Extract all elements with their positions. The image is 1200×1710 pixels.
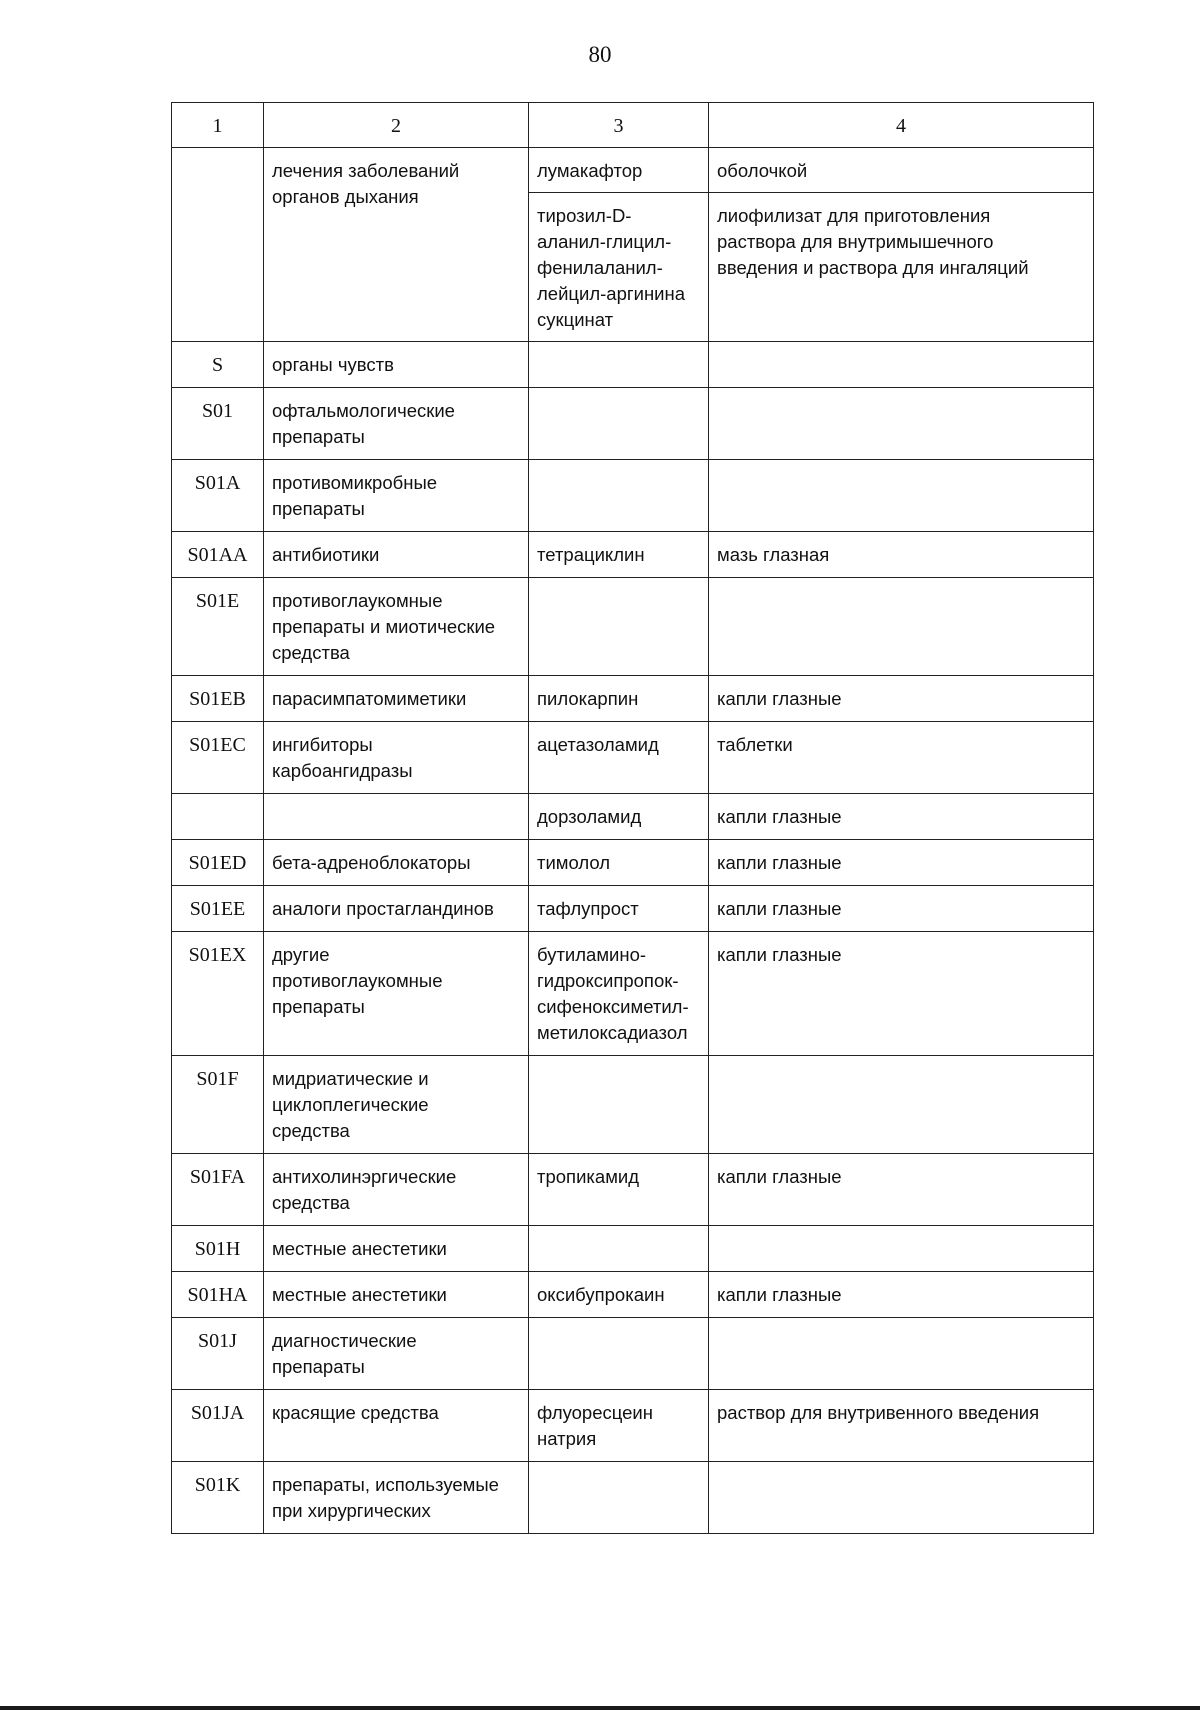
table-row bbox=[172, 1056, 1094, 1154]
column-header-3: 3 bbox=[529, 103, 709, 148]
group-cell: диагностические препараты bbox=[264, 1318, 529, 1390]
substance-cell bbox=[529, 388, 709, 460]
table-header-row bbox=[172, 103, 1094, 148]
table-row bbox=[172, 932, 1094, 1056]
group-cell bbox=[264, 794, 529, 840]
substance-cell: ацетазоламид bbox=[529, 722, 709, 794]
group-cell: лечения заболеваний органов дыхания bbox=[264, 148, 529, 342]
atc-code-cell: S01FA bbox=[172, 1154, 264, 1226]
substance-cell: тафлупрост bbox=[529, 886, 709, 932]
form-cell: оболочкой bbox=[709, 148, 1094, 193]
substance-cell: тетрациклин bbox=[529, 532, 709, 578]
table-row bbox=[172, 1318, 1094, 1390]
group-cell: бета-адреноблокаторы bbox=[264, 840, 529, 886]
form-cell bbox=[709, 1226, 1094, 1272]
form-cell: капли глазные bbox=[709, 840, 1094, 886]
form-cell bbox=[709, 342, 1094, 388]
form-cell bbox=[709, 578, 1094, 676]
substance-cell: тимолол bbox=[529, 840, 709, 886]
atc-code-cell: S01EE bbox=[172, 886, 264, 932]
table-row bbox=[172, 722, 1094, 794]
table-row bbox=[172, 532, 1094, 578]
substance-cell bbox=[529, 1056, 709, 1154]
atc-code-cell: S01E bbox=[172, 578, 264, 676]
substance-cell bbox=[529, 460, 709, 532]
table-row bbox=[172, 1462, 1094, 1534]
atc-code-cell: S01F bbox=[172, 1056, 264, 1154]
substance-cell: флуоресцеин натрия bbox=[529, 1390, 709, 1462]
group-cell: парасимпатомиметики bbox=[264, 676, 529, 722]
atc-code-cell: S01ED bbox=[172, 840, 264, 886]
form-cell bbox=[709, 388, 1094, 460]
scan-bottom-edge bbox=[0, 1706, 1200, 1710]
group-cell: другие противоглаукомные препараты bbox=[264, 932, 529, 1056]
substance-cell bbox=[529, 1226, 709, 1272]
form-cell: капли глазные bbox=[709, 794, 1094, 840]
drug-table bbox=[171, 102, 1094, 1534]
substance-cell bbox=[529, 1318, 709, 1390]
group-cell: аналоги простагландинов bbox=[264, 886, 529, 932]
form-cell bbox=[709, 1318, 1094, 1390]
atc-code-cell: S01EC bbox=[172, 722, 264, 794]
form-cell bbox=[709, 460, 1094, 532]
group-cell: антихолинэргические средства bbox=[264, 1154, 529, 1226]
atc-code-cell: S01H bbox=[172, 1226, 264, 1272]
table-row bbox=[172, 1226, 1094, 1272]
group-cell: красящие средства bbox=[264, 1390, 529, 1462]
group-cell: местные анестетики bbox=[264, 1226, 529, 1272]
table-row bbox=[172, 1272, 1094, 1318]
column-header-4: 4 bbox=[709, 103, 1094, 148]
group-cell: препараты, используемые при хирургических bbox=[264, 1462, 529, 1534]
substance-cell bbox=[529, 578, 709, 676]
table-row bbox=[172, 578, 1094, 676]
column-header-1: 1 bbox=[172, 103, 264, 148]
table-row bbox=[172, 1390, 1094, 1462]
page-number: 80 bbox=[588, 42, 612, 67]
group-cell: местные анестетики bbox=[264, 1272, 529, 1318]
atc-code-cell: S01AA bbox=[172, 532, 264, 578]
table-row bbox=[172, 840, 1094, 886]
form-cell bbox=[709, 1056, 1094, 1154]
form-cell: лиофилизат для приготовления раствора для внутримышечного введения и раствора для ингаляций bbox=[709, 193, 1094, 342]
atc-code-cell: S01J bbox=[172, 1318, 264, 1390]
table-row bbox=[172, 794, 1094, 840]
table-row bbox=[172, 886, 1094, 932]
atc-code-cell: S01JA bbox=[172, 1390, 264, 1462]
group-cell: мидриатические и циклоплегические средства bbox=[264, 1056, 529, 1154]
form-cell: капли глазные bbox=[709, 1272, 1094, 1318]
atc-code-cell: S01HA bbox=[172, 1272, 264, 1318]
substance-cell: тропикамид bbox=[529, 1154, 709, 1226]
table-row bbox=[172, 148, 1094, 193]
substance-cell: бутиламино- гидроксипропок- сифеноксиметил- метилоксадиазол bbox=[529, 932, 709, 1056]
table-row bbox=[172, 676, 1094, 722]
table-row bbox=[172, 388, 1094, 460]
table-row bbox=[172, 1154, 1094, 1226]
substance-cell bbox=[529, 1462, 709, 1534]
form-cell: капли глазные bbox=[709, 1154, 1094, 1226]
table-row bbox=[172, 342, 1094, 388]
substance-cell: оксибупрокаин bbox=[529, 1272, 709, 1318]
substance-cell: лумакафтор bbox=[529, 148, 709, 193]
atc-code-cell: S01 bbox=[172, 388, 264, 460]
atc-code-cell bbox=[172, 794, 264, 840]
group-cell: ингибиторы карбоангидразы bbox=[264, 722, 529, 794]
form-cell: таблетки bbox=[709, 722, 1094, 794]
form-cell: капли глазные bbox=[709, 676, 1094, 722]
form-cell: капли глазные bbox=[709, 932, 1094, 1056]
form-cell bbox=[709, 1462, 1094, 1534]
atc-code-cell: S01K bbox=[172, 1462, 264, 1534]
atc-code-cell: S01EB bbox=[172, 676, 264, 722]
atc-code-cell: S01EX bbox=[172, 932, 264, 1056]
substance-cell: пилокарпин bbox=[529, 676, 709, 722]
group-cell: противоглаукомные препараты и миотические средства bbox=[264, 578, 529, 676]
atc-code-cell: S01A bbox=[172, 460, 264, 532]
group-cell: органы чувств bbox=[264, 342, 529, 388]
column-header-2: 2 bbox=[264, 103, 529, 148]
form-cell: мазь глазная bbox=[709, 532, 1094, 578]
substance-cell: дорзоламид bbox=[529, 794, 709, 840]
form-cell: раствор для внутривенного введения bbox=[709, 1390, 1094, 1462]
atc-code-cell bbox=[172, 148, 264, 342]
substance-cell bbox=[529, 342, 709, 388]
group-cell: антибиотики bbox=[264, 532, 529, 578]
substance-cell: тирозил-D- аланил-глицил- фенилаланил- лейцил-аргинина сукцинат bbox=[529, 193, 709, 342]
group-cell: офтальмологические препараты bbox=[264, 388, 529, 460]
atc-code-cell: S bbox=[172, 342, 264, 388]
group-cell: противомикробные препараты bbox=[264, 460, 529, 532]
table-row bbox=[172, 460, 1094, 532]
form-cell: капли глазные bbox=[709, 886, 1094, 932]
